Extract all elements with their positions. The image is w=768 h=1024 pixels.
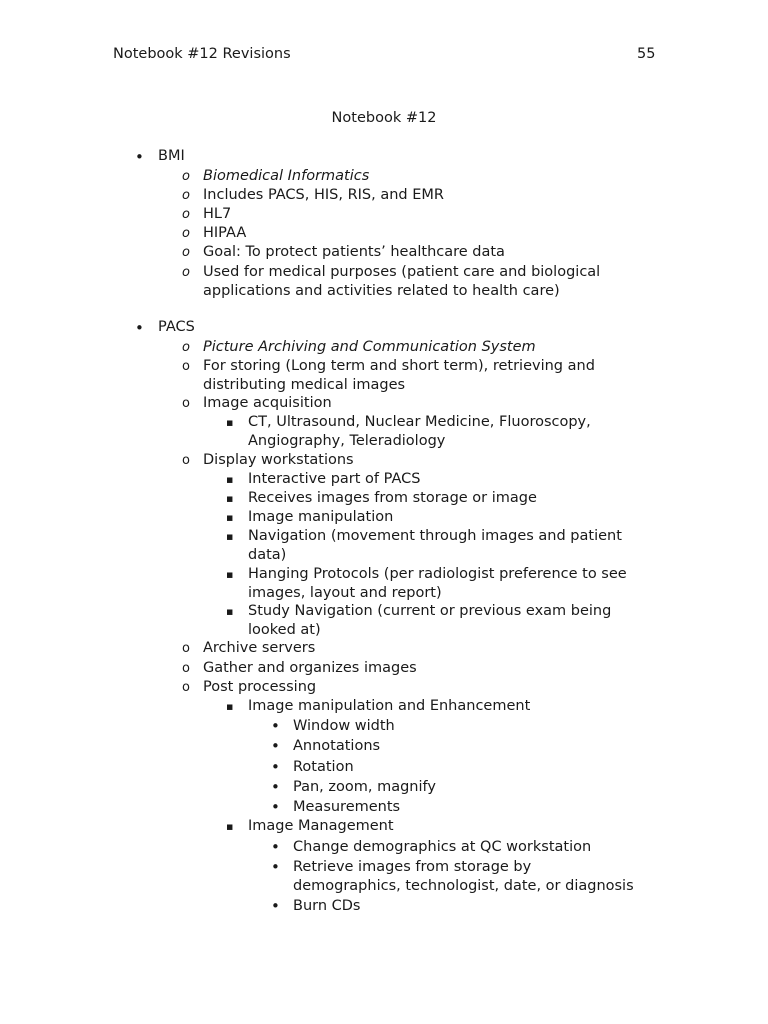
list-bullet-l3: ▪	[226, 568, 234, 581]
list-bullet-l3: ▪	[226, 511, 234, 524]
list-bullet-l3: ▪	[226, 473, 234, 486]
list-bullet-l2: o	[182, 641, 190, 656]
list-bullet-l4: •	[271, 737, 280, 755]
list-bullet-l2: o	[182, 169, 190, 184]
document-title: Notebook #12	[331, 110, 437, 126]
list-item-l3: Image manipulation and Enhancement	[248, 698, 531, 714]
list-item-l4: Change demographics at QC workstation	[293, 839, 592, 855]
list-item-l2-continued: applications and activities related to health care)	[203, 283, 560, 299]
list-item-l2: Picture Archiving and Communication System	[203, 339, 536, 355]
running-header: Notebook #12 Revisions	[113, 46, 291, 62]
list-bullet-l2: o	[182, 359, 190, 374]
list-bullet-l1: •	[135, 148, 144, 166]
list-bullet-l2: o	[182, 226, 190, 241]
list-item-l4-continued: demographics, technologist, date, or diagnosis	[293, 878, 634, 894]
list-item-l3: Navigation (movement through images and patient	[248, 528, 622, 544]
list-bullet-l2: o	[182, 340, 190, 355]
list-bullet-l3: ▪	[226, 416, 234, 429]
list-bullet-l4: •	[271, 717, 280, 735]
list-bullet-l2: o	[182, 207, 190, 222]
list-bullet-l3: ▪	[226, 700, 234, 713]
list-item-l3: Hanging Protocols (per radiologist preference to see	[248, 566, 627, 582]
list-item-l1: PACS	[158, 319, 195, 335]
list-bullet-l3: ▪	[226, 492, 234, 505]
list-item-l2: Image acquisition	[203, 395, 332, 411]
list-item-l2: Used for medical purposes (patient care and biological	[203, 264, 601, 280]
list-bullet-l3: ▪	[226, 605, 234, 618]
list-item-l3: Receives images from storage or image	[248, 490, 537, 506]
list-item-l2: Post processing	[203, 679, 317, 695]
list-item-l4: Rotation	[293, 759, 354, 775]
list-item-l3-continued: data)	[248, 547, 287, 563]
list-bullet-l2: o	[182, 245, 190, 260]
list-bullet-l3: ▪	[226, 530, 234, 543]
list-item-l3: Interactive part of PACS	[248, 471, 421, 487]
list-item-l2: Gather and organizes images	[203, 660, 417, 676]
list-item-l3-continued: images, layout and report)	[248, 585, 442, 601]
list-item-l3: Image Management	[248, 818, 394, 834]
list-bullet-l2: o	[182, 265, 190, 280]
list-item-l4: Burn CDs	[293, 898, 361, 914]
list-bullet-l4: •	[271, 798, 280, 816]
list-item-l4: Annotations	[293, 738, 381, 754]
list-bullet-l2: o	[182, 453, 190, 468]
list-item-l2: Archive servers	[203, 640, 316, 656]
list-bullet-l4: •	[271, 778, 280, 796]
list-item-l2: For storing (Long term and short term), retrieving and	[203, 358, 595, 374]
list-item-l3: CT, Ultrasound, Nuclear Medicine, Fluoroscopy,	[248, 414, 591, 430]
list-item-l3: Study Navigation (current or previous exam being	[248, 603, 612, 619]
list-item-l3-continued: Angiography, Teleradiology	[248, 433, 446, 449]
page-number: 55	[637, 46, 656, 62]
list-item-l4: Pan, zoom, magnify	[293, 779, 436, 795]
list-bullet-l2: o	[182, 661, 190, 676]
list-item-l2: Biomedical Informatics	[203, 168, 370, 184]
list-item-l2: HL7	[203, 206, 232, 222]
list-bullet-l4: •	[271, 838, 280, 856]
list-bullet-l1: •	[135, 319, 144, 337]
list-item-l2-continued: distributing medical images	[203, 377, 406, 393]
list-item-l2: Display workstations	[203, 452, 354, 468]
list-item-l4: Measurements	[293, 799, 401, 815]
list-item-l4: Window width	[293, 718, 395, 734]
list-item-l1: BMI	[158, 148, 185, 164]
list-item-l2: Goal: To protect patients’ healthcare data	[203, 244, 505, 260]
list-bullet-l4: •	[271, 858, 280, 876]
list-item-l3-continued: looked at)	[248, 622, 321, 638]
list-bullet-l2: o	[182, 396, 190, 411]
list-bullet-l2: o	[182, 680, 190, 695]
list-bullet-l4: •	[271, 897, 280, 915]
list-bullet-l4: •	[271, 758, 280, 776]
list-bullet-l3: ▪	[226, 820, 234, 833]
list-item-l2: Includes PACS, HIS, RIS, and EMR	[203, 187, 444, 203]
list-bullet-l2: o	[182, 188, 190, 203]
list-item-l2: HIPAA	[203, 225, 247, 241]
list-item-l4: Retrieve images from storage by	[293, 859, 532, 875]
list-item-l3: Image manipulation	[248, 509, 394, 525]
